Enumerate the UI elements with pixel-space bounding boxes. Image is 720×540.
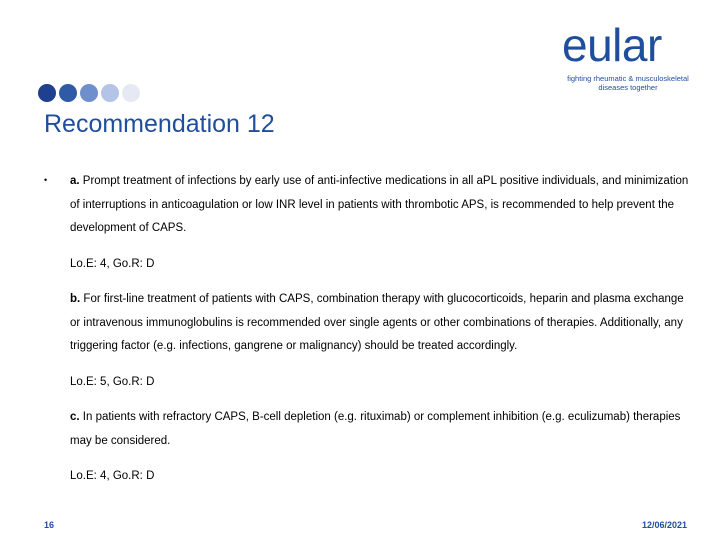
dot-1 <box>38 84 56 102</box>
dot-5 <box>122 84 140 102</box>
recommendation-block <box>70 170 694 489</box>
bullet-marker: • <box>44 175 48 185</box>
page-number: 16 <box>44 520 55 530</box>
recommendation-a <box>70 170 694 241</box>
recommendation-b-letter: b. <box>70 293 81 305</box>
recommendation-b <box>70 288 694 359</box>
logo-tagline: fighting rheumatic & musculoskeletal diseases together <box>567 74 689 92</box>
decorative-dots <box>38 84 140 102</box>
dot-3 <box>80 84 98 102</box>
recommendation-c-text: In patients with refractory CAPS, B-cell depletion (e.g. rituximab) or complement inhibition (e.g. eculizumab) therapies may be considered. <box>70 411 681 447</box>
slide-body <box>44 170 694 501</box>
dot-4 <box>101 84 119 102</box>
recommendation-a-loe: Lo.E: 4, Go.R: D <box>70 257 155 270</box>
dot-2 <box>59 84 77 102</box>
recommendation-c <box>70 406 694 453</box>
recommendation-c-letter: c. <box>70 411 80 423</box>
recommendation-a-letter: a. <box>70 175 80 187</box>
recommendation-b-text: For first-line treatment of patients with CAPS, combination therapy with glucocorticoids, heparin and plasma exchange or intravenous immunoglobulins is recommended over single agents or other combinations of therapies. Additionally, any triggering factor (e.g. infections, gangrene or malignancy) should be treated accordingly. <box>70 293 684 352</box>
logo-wordmark: eular <box>562 19 662 71</box>
page-title: Recommendation 12 <box>44 110 275 138</box>
eular-logo <box>562 19 702 92</box>
recommendation-a-text: Prompt treatment of infections by early use of anti-infective medications in all aPL positive individuals, and minimization of interruptions in anticoagulation or low INR level in patients with thrombotic APS, is recommended to help prevent the development of CAPS. <box>70 175 689 234</box>
recommendation-b-loe: Lo.E: 5, Go.R: D <box>70 375 155 388</box>
footer-date: 12/06/2021 <box>641 520 687 530</box>
recommendation-c-loe: Lo.E: 4, Go.R: D <box>70 470 155 482</box>
